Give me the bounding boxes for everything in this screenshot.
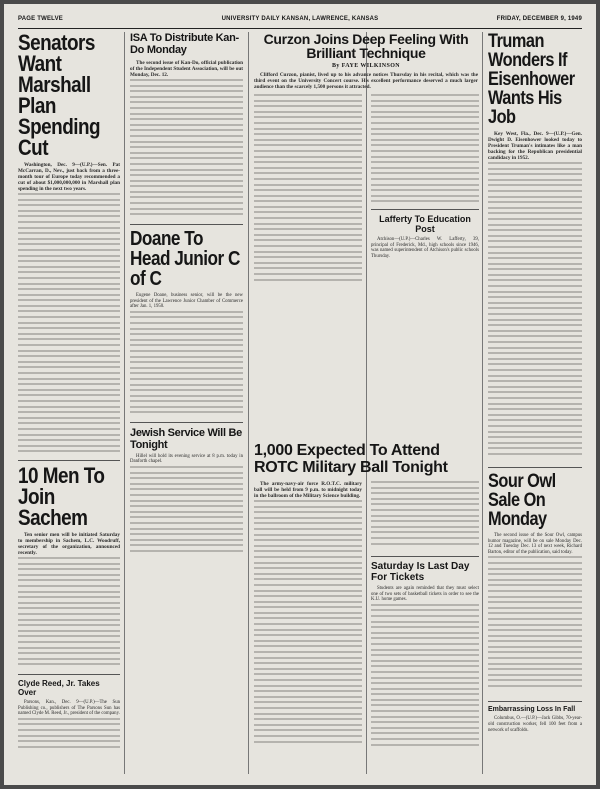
folio-rule <box>18 28 582 29</box>
article-lede: The army-navy-air force R.O.T.C. military ball will be held from 9 p.m. to midnight today in the ballroom of the Military Science building. <box>254 481 362 499</box>
headline-doane: Doane To Head Junior C of C <box>130 228 240 290</box>
page-folio <box>18 16 582 26</box>
article-body-text <box>18 193 120 455</box>
article-lede: Washington, Dec. 9—(U.P.)—Sen. Pat McCarran, D., Nev., just back from a three-month tour of Europe today recommended a cut of about $1,000,000,000 in Marshall plan spending in the next two years. <box>18 162 120 192</box>
article-lede: Key West, Fla., Dec. 9—(U.P.)—Gen. Dwight D. Eisenhower looked today to President Truman's intimates like a man backing for the Republican presidential candidacy in 1952. <box>488 131 582 161</box>
headline-sachem: 10 Men To Join Sachem <box>18 463 105 530</box>
headline-clyde-reed: Clyde Reed, Jr. Takes Over <box>18 679 100 697</box>
column-1 <box>18 32 120 780</box>
issue-date: FRIDAY, DECEMBER 9, 1949 <box>496 16 582 22</box>
headline-isa: ISA To Distribute Kan-Do Monday <box>130 32 239 56</box>
headline-sour-owl: Sour Owl Sale On Monday <box>488 471 556 530</box>
newspaper-page <box>4 4 596 785</box>
column-3-rotc <box>254 481 362 779</box>
article-jewish-service <box>130 454 243 556</box>
headline-marshall-plan: Senators Want Marshall Plan Spending Cut <box>18 32 101 160</box>
headline-embarrassing-loss: Embarrassing Loss In Fall <box>488 706 576 714</box>
article-rotc-cont <box>371 481 479 551</box>
rotc-headline-block <box>254 442 478 482</box>
story-rule <box>488 701 582 702</box>
article-sour-owl <box>488 533 582 696</box>
page-number: PAGE TWELVE <box>18 16 63 22</box>
article-body-text <box>488 162 582 462</box>
headline-lafferty: Lafferty To Education Post <box>379 214 471 234</box>
article-clyde-reed <box>18 700 120 748</box>
article-body-text <box>18 557 120 669</box>
headline-jewish-service: Jewish Service Will Be Tonight <box>130 426 242 451</box>
article-body-text <box>130 79 243 219</box>
article-marshall-plan <box>18 162 120 455</box>
story-rule <box>18 460 120 461</box>
story-rule <box>371 556 479 557</box>
article-lede: Columbus, O.—(U.P.)—Jack Gibbs, 70-year-old construction worker, fell 100 feet from a network of scaffolds. <box>488 716 582 733</box>
story-rule <box>130 224 243 225</box>
story-rule <box>371 209 479 210</box>
headline-curzon: Curzon Joins Deep Feeling With Brilliant Technique <box>263 32 469 61</box>
byline: By FAYE WILKINSON <box>331 63 401 69</box>
article-body-text <box>254 500 362 750</box>
article-lede: Parsons, Kan., Dec. 9—(U.P.)—The Sun Publishing co., publishers of The Parsons Sun has named Clyde M. Reed, Jr., president of the company. <box>18 700 120 717</box>
article-body-text <box>371 604 479 754</box>
column-divider <box>248 32 249 774</box>
article-curzon <box>254 94 362 284</box>
article-body-text <box>488 556 582 696</box>
article-truman <box>488 131 582 462</box>
article-lede: Eugene Doane, business senior, will be the new president of the Lawrence Junior Chamber of Commerce after Jan. 1, 1950. <box>130 293 243 310</box>
article-body-text <box>18 718 120 748</box>
article-lede: The second issue of Kan-Do, official publication of the Independent Student Association, will be out Monday, Dec. 12. <box>130 60 243 78</box>
article-lede: The second issue of the Sour Owl, campus humor magazine, will be on sale Monday Dec. 12 and Tuesday Dec. 13 of next week, Richard Barton, editor of the publication, said today. <box>488 533 582 555</box>
article-sachem <box>18 532 120 669</box>
article-body-text <box>371 94 479 204</box>
article-body-text <box>130 311 243 417</box>
article-lede: Ten senior men will be initiated Saturday to membership in Sachem, L.C. Woodruff, secretary of the organization, announced recently. <box>18 532 120 556</box>
story-rule <box>130 422 243 423</box>
column-divider <box>482 32 483 774</box>
article-isa <box>130 60 243 219</box>
article-lafferty <box>371 237 479 259</box>
article-rotc <box>254 481 362 750</box>
article-tickets <box>371 586 479 754</box>
article-lede: Clifford Curzon, pianist, lived up to his advance notices Thursday in his recital, which was the third event on the University Concert course. His excellent performance deserved a much larger audience than the scarcely 1,500 persons it attracted. <box>254 72 478 90</box>
article-doane <box>130 293 243 417</box>
column-4-upper <box>371 94 479 334</box>
article-embarrassing-loss <box>488 716 582 733</box>
article-lede: Atchison—(U.P.)—Charles W. Lafferty, 39, principal of Frederick, Md., high schools since 1946, was named superintendent of Atchison's public schools Thursday. <box>371 237 479 259</box>
headline-tickets: Saturday Is Last Day For Tickets <box>371 561 470 583</box>
headline-rotc: 1,000 Expected To Attend ROTC Military Ball Tonight <box>254 442 448 476</box>
article-lede: Students are again reminded that they must select one of two sets of basketball tickets in order to see the K.U. home games. <box>371 586 479 603</box>
article-curzon-lede <box>254 72 478 90</box>
article-body-text <box>254 94 362 284</box>
column-divider <box>124 32 125 774</box>
article-body-text <box>130 466 243 556</box>
column-4-rotc <box>371 481 479 779</box>
article-curzon-cont <box>371 94 479 204</box>
article-body-text <box>371 481 479 551</box>
article-lede: Hillel will hold its evening service at 8 p.m. today in Danforth chapel. <box>130 453 243 465</box>
story-rule <box>488 467 582 468</box>
story-rule <box>18 674 120 675</box>
masthead-line: UNIVERSITY DAILY KANSAN, LAWRENCE, KANSAS <box>221 16 379 22</box>
headline-truman: Truman Wonders If Eisenhower Wants His Job <box>488 32 575 128</box>
column-5 <box>488 32 582 780</box>
column-2 <box>130 32 243 780</box>
